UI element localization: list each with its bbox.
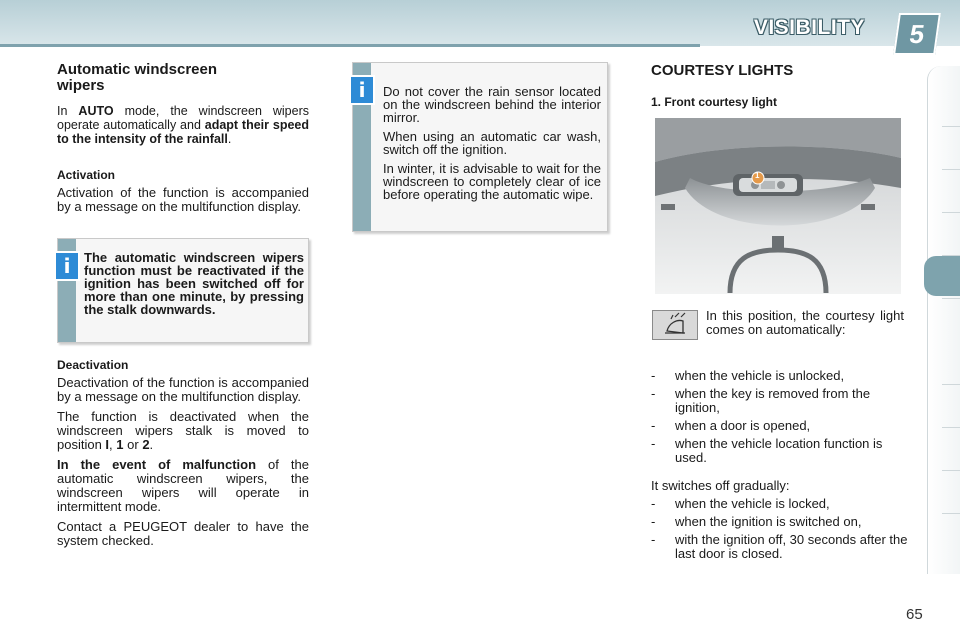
info-icon: i	[54, 251, 80, 281]
list-item: - when the key is removed from the ignition,	[651, 387, 913, 415]
tab-divider	[942, 298, 960, 299]
list-item: - when the ignition is switched on,	[651, 515, 913, 529]
info-paragraph: In winter, it is advisable to wait for the windscreen to completely clear of ice before operating the automatic wipe.	[383, 161, 601, 202]
tab-divider	[942, 384, 960, 385]
list-item: - when a door is opened,	[651, 419, 913, 433]
tab-divider	[942, 212, 960, 213]
courtesy-lights-title: COURTESY LIGHTS	[651, 62, 794, 79]
rain-sensor-info-text	[383, 85, 601, 207]
deactivation-text: Deactivation of the function is accompanied by a message on the multifunction display.	[57, 375, 309, 404]
courtesy-conditions	[651, 369, 913, 565]
wipers-info-text: The automatic windscreen wipers function must be reactivated if the ignition has been switched off for more than one minute, by pressing the stalk downwards.	[84, 250, 304, 317]
malfunction-text: In the event of malfunction of the automatic windscreen wipers, the windscreen wipers will operate in intermittent mode.	[57, 457, 309, 514]
chapter-title: VISIBILITY	[753, 16, 865, 39]
on-conditions-list	[651, 369, 913, 465]
courtesy-light-photo-image	[655, 118, 901, 294]
off-conditions-list	[651, 497, 913, 561]
tab-divider	[942, 169, 960, 170]
wipers-title: Automatic windscreen wipers	[57, 61, 218, 94]
list-item: - when the vehicle location function is used.	[651, 437, 913, 465]
tab-divider	[942, 470, 960, 471]
wipers-section	[57, 62, 309, 220]
contact-dealer-text: Contact a PEUGEOT dealer to have the system checked.	[57, 519, 309, 548]
courtesy-light-photo	[655, 118, 901, 294]
list-item: - when the vehicle is unlocked,	[651, 369, 913, 383]
activation-text: Activation of the function is accompanied by a message on the multifunction display.	[57, 185, 309, 214]
activation-heading: Activation	[57, 168, 116, 182]
info-paragraph: Do not cover the rain sensor located on the windscreen behind the interior mirror.	[383, 84, 601, 125]
chapter-tab-active[interactable]	[924, 256, 960, 296]
rain-sensor-info-box	[352, 62, 608, 232]
header-rule	[0, 44, 700, 47]
info-icon: i	[349, 75, 375, 105]
deactivation-heading: Deactivation	[57, 358, 129, 372]
wipers-intro: In AUTO mode, the windscreen wipers operate automatically and adapt their speed to the intensity of the rainfall.	[57, 104, 310, 146]
tab-divider	[942, 126, 960, 127]
deactivation-section	[57, 358, 309, 554]
front-courtesy-heading: 1. Front courtesy light	[651, 95, 778, 109]
courtesy-lights-header	[651, 63, 911, 109]
door-light-icon	[652, 310, 698, 340]
chapter-tab-strip	[927, 66, 960, 574]
page-number: 65	[906, 606, 923, 623]
list-item: - with the ignition off, 30 seconds after the last door is closed.	[651, 533, 913, 561]
tab-divider	[942, 427, 960, 428]
tab-divider	[942, 513, 960, 514]
info-paragraph: When using an automatic car wash, switch off the ignition.	[383, 129, 601, 157]
wipers-info-box	[57, 238, 309, 343]
deactivation-position-text: The function is deactivated when the windscreen wipers stalk is moved to position I, 1 or 2.	[57, 409, 309, 452]
photo-marker-label: 1	[755, 171, 760, 180]
chapter-number-badge: 5	[893, 13, 941, 55]
off-intro: It switches off gradually:	[651, 478, 790, 493]
list-item: - when the vehicle is locked,	[651, 497, 913, 511]
symbol-caption: In this position, the courtesy light comes on automatically:	[706, 308, 904, 337]
